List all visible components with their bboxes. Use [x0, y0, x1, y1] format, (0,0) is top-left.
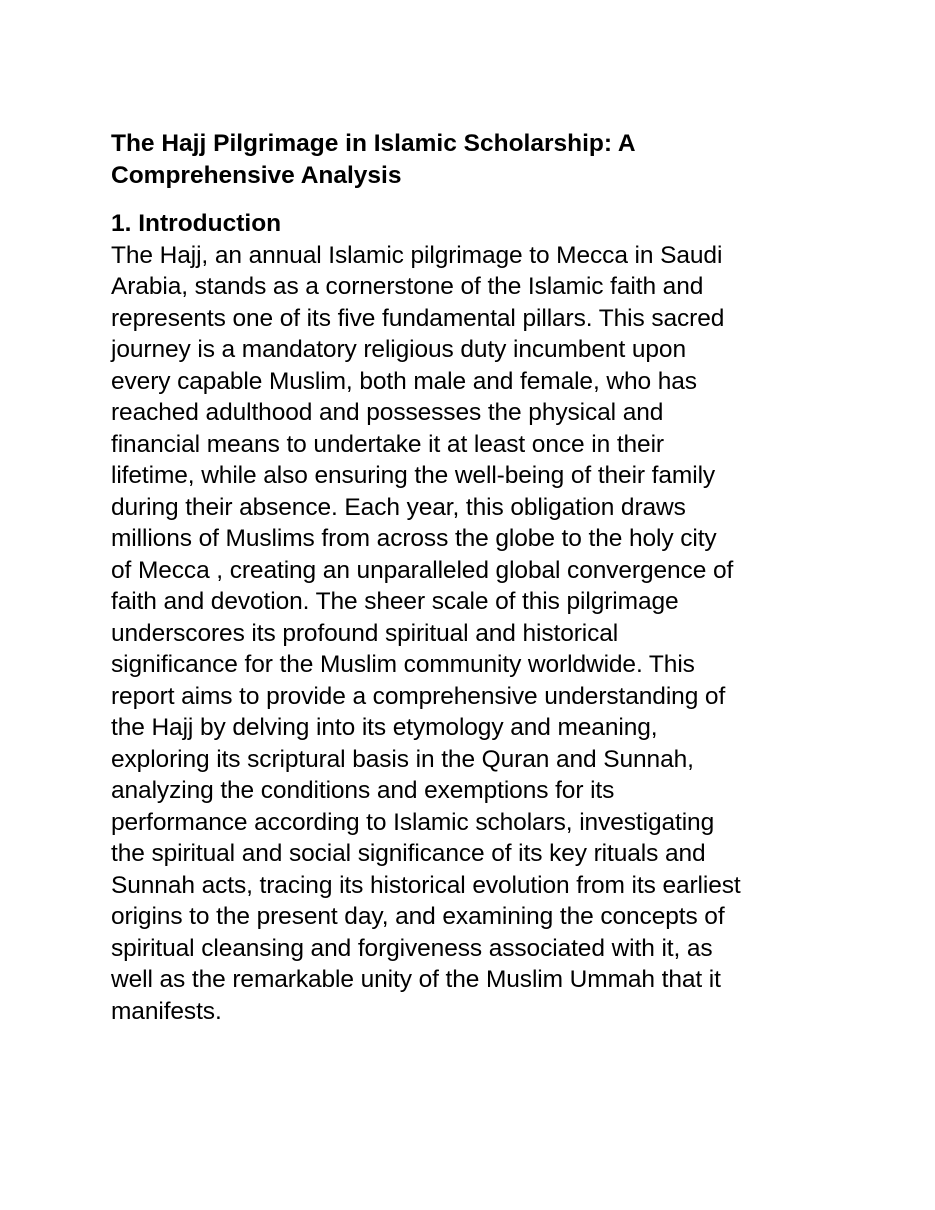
paragraph-line: origins to the present day, and examining the concepts of	[111, 903, 725, 930]
paragraph-line: the spiritual and social significance of its key rituals and	[111, 840, 706, 867]
paragraph-line: The Hajj, an annual Islamic pilgrimage to Mecca in Saudi	[111, 241, 723, 269]
document-title	[111, 128, 831, 192]
paragraph-line: performance according to Islamic scholars, investigating	[111, 808, 715, 836]
paragraph-line: during their absence. Each year, this obligation draws	[111, 493, 686, 521]
paragraph-line: of Mecca , creating an unparalleled global convergence of	[111, 556, 734, 584]
paragraph-line: lifetime, while also ensuring the well-being of their family	[111, 462, 716, 489]
document-page	[111, 128, 831, 1027]
paragraph-line: Arabia, stands as a cornerstone of the Islamic faith and	[111, 273, 704, 300]
section-heading: 1. Introduction	[111, 210, 282, 237]
paragraph-line: represents one of its five fundamental pillars. This sacred	[111, 304, 725, 332]
introduction-paragraph	[111, 240, 831, 1028]
paragraph-line: significance for the Muslim community worldwide. This	[111, 651, 695, 678]
paragraph-line: report aims to provide a comprehensive understanding of	[111, 682, 726, 710]
paragraph-line: millions of Muslims from across the globe to the holy city	[111, 525, 717, 552]
paragraph-line: well as the remarkable unity of the Muslim Ummah that it	[111, 966, 721, 993]
paragraph-line: underscores its profound spiritual and historical	[111, 619, 619, 647]
paragraph-line: the Hajj by delving into its etymology and meaning,	[111, 714, 658, 741]
paragraph-line: faith and devotion. The sheer scale of this pilgrimage	[111, 588, 679, 615]
paragraph-line: financial means to undertake it at least once in their	[111, 430, 664, 458]
paragraph-line: journey is a mandatory religious duty incumbent upon	[111, 336, 686, 363]
paragraph-line: spiritual cleansing and forgiveness associated with it, as	[111, 934, 713, 962]
paragraph-line: manifests.	[111, 997, 222, 1025]
paragraph-line: exploring its scriptural basis in the Quran and Sunnah,	[111, 745, 694, 773]
title-line: The Hajj Pilgrimage in Islamic Scholarship: A	[111, 130, 636, 157]
paragraph-line: reached adulthood and possesses the physical and	[111, 399, 664, 426]
title-line: Comprehensive Analysis	[111, 162, 402, 189]
paragraph-line: analyzing the conditions and exemptions for its	[111, 777, 615, 804]
paragraph-line: every capable Muslim, both male and female, who has	[111, 367, 697, 395]
paragraph-line: Sunnah acts, tracing its historical evolution from its earliest	[111, 871, 741, 899]
